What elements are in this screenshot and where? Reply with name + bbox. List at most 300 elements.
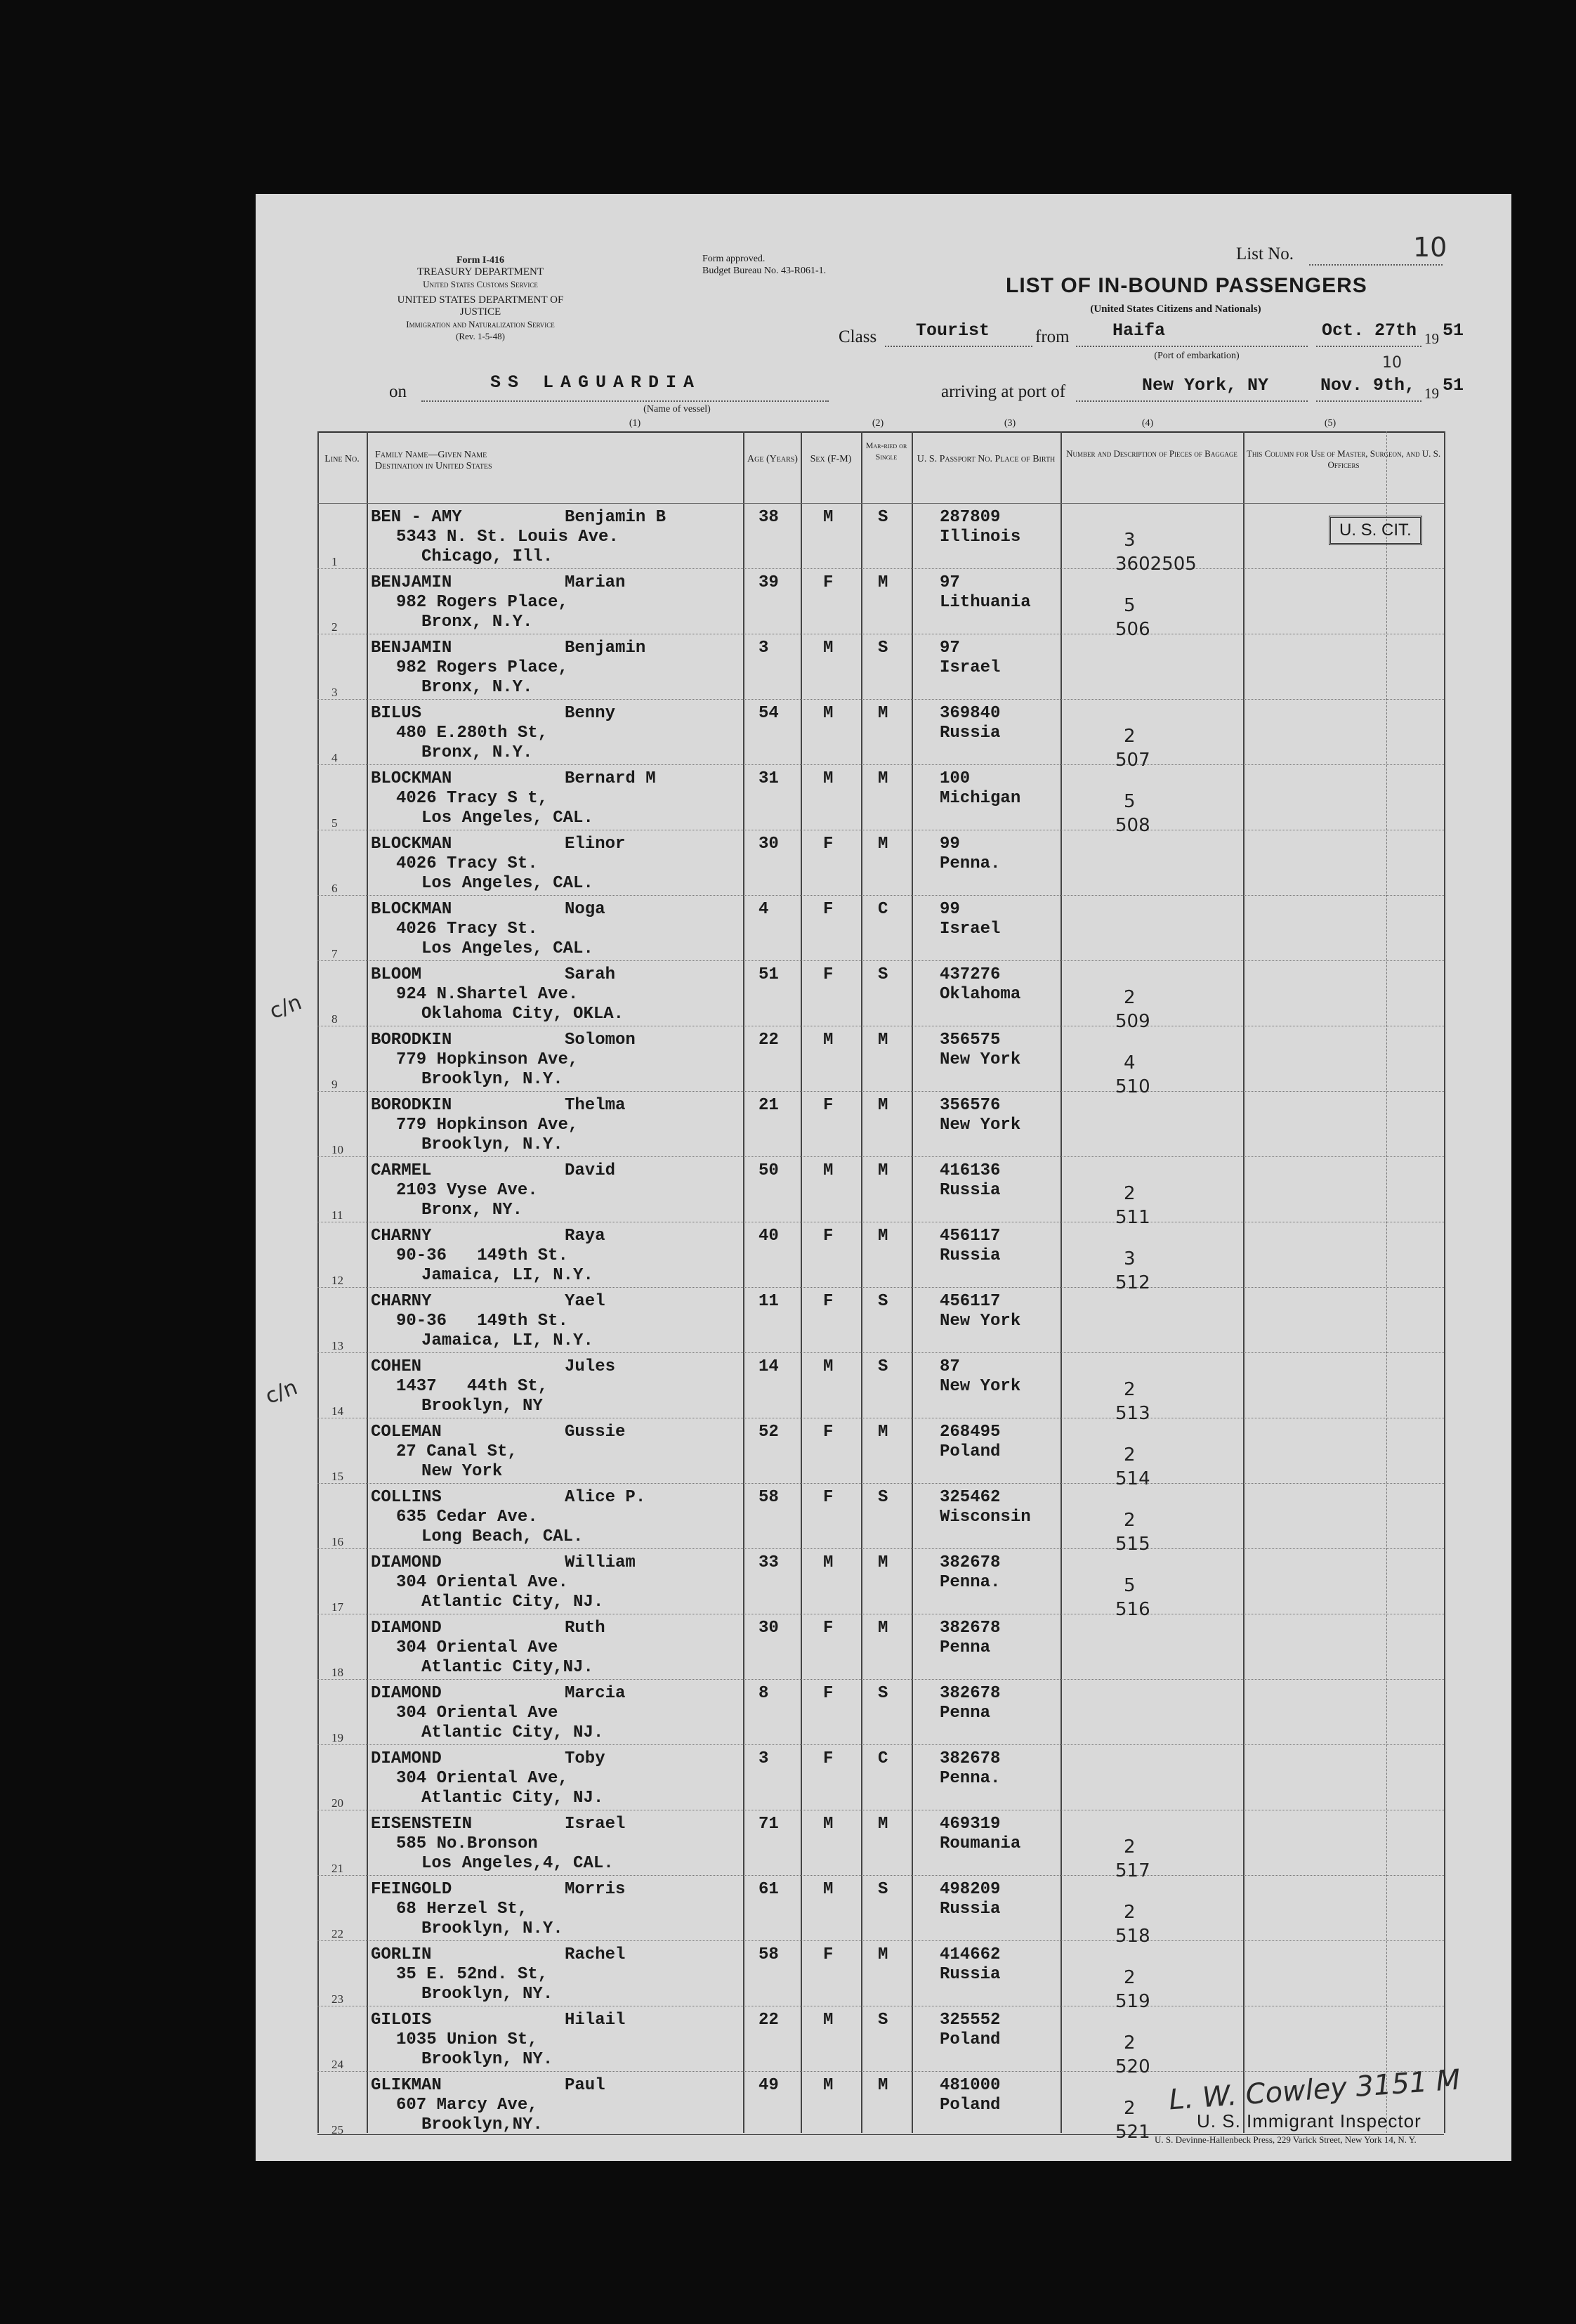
row-rule [317,1483,1444,1484]
place-of-birth: Penna. [940,1573,1001,1592]
place-of-birth: New York [940,1116,1021,1135]
from-value: Haifa [1112,320,1166,341]
passenger-address-city: Brooklyn, NY. [421,2050,553,2069]
passenger-sex: M [823,1815,834,1834]
embark-year-prefix: 19 [1424,330,1439,347]
col-rule [317,431,319,2133]
place-of-birth: New York [940,1377,1021,1396]
place-of-birth: Penna [940,1638,991,1657]
baggage-check-number: 3602505 [1115,554,1197,575]
passenger-age: 71 [759,1815,779,1834]
margin-mark-cn: c/n [266,990,306,1024]
baggage-count: 2 [1124,1444,1136,1465]
place-of-birth: Illinois [940,528,1021,547]
row-line-number: 23 [331,1992,343,2006]
embark-date: Oct. 27th [1322,320,1417,341]
passenger-marital-status: S [878,1292,888,1311]
place-of-birth: Roumania [940,1834,1021,1853]
row-rule [317,1679,1444,1680]
baggage-count: 2 [1124,987,1136,1008]
passenger-address-city: Bronx, N.Y. [421,743,533,762]
row-line-number: 10 [331,1143,343,1156]
row-line-number: 3 [331,686,338,699]
class-label: Class [839,327,877,346]
class-value: Tourist [916,320,990,341]
row-line-number: 9 [331,1078,338,1091]
baggage-count: 2 [1124,2098,1136,2119]
col-number-3: (3) [1004,418,1016,429]
passenger-sex: M [823,639,834,658]
passenger-address-city: Bronx, N.Y. [421,678,533,697]
customs-service: United States Customs Service [423,279,538,289]
passenger-address-street: 90-36 149th St. [396,1312,568,1331]
passenger-given-name: Ruth [565,1619,605,1638]
passenger-marital-status: S [878,2011,888,2030]
passenger-address-street: 924 N.Shartel Ave. [396,985,579,1004]
passenger-address-street: 4026 Tracy St. [396,854,538,873]
passenger-family-name: BEN - AMY [371,508,462,527]
passenger-address-street: 982 Rogers Place, [396,658,568,677]
passenger-age: 50 [759,1161,779,1180]
place-of-birth: New York [940,1050,1021,1069]
passport-number: 268495 [940,1423,1001,1442]
passenger-sex: M [823,769,834,788]
row-rule [317,2071,1444,2072]
passenger-family-name: DIAMOND [371,1749,442,1768]
passenger-given-name: Morris [565,1880,626,1899]
baggage-check-number: 506 [1115,619,1150,640]
baggage-check-number: 518 [1115,1926,1150,1947]
baggage-check-number: 512 [1115,1272,1150,1293]
form-revision: (Rev. 1-5-48) [456,331,505,341]
passenger-address-street: 779 Hopkinson Ave, [396,1116,579,1135]
row-line-number: 5 [331,816,338,830]
passenger-age: 22 [759,1031,779,1050]
passport-number: 99 [940,835,960,854]
row-rule [317,1287,1444,1288]
baggage-count: 5 [1124,595,1136,616]
passenger-given-name: Israel [565,1815,626,1834]
row-line-number: 4 [331,751,338,764]
passenger-address-street: 27 Canal St, [396,1442,518,1461]
passenger-family-name: BLOCKMAN [371,900,452,919]
passenger-address-street: 304 Oriental Ave, [396,1769,568,1788]
passenger-given-name: David [565,1161,616,1180]
row-line-number: 6 [331,882,338,895]
place-of-birth: Israel [940,658,1001,677]
passenger-age: 40 [759,1227,779,1246]
baggage-count: 4 [1124,1052,1136,1073]
col-header-married: Mar-ried or Single [865,440,907,462]
row-rule [317,960,1444,961]
row-rule [317,568,1444,569]
place-of-birth: Michigan [940,789,1021,808]
passenger-marital-status: M [878,1161,888,1180]
col-header-name: Family Name—Given Name Destination in United States [375,450,492,471]
passport-number: 456117 [940,1227,1001,1246]
row-rule [317,1744,1444,1745]
passenger-address-city: Brooklyn, NY. [421,1985,553,2004]
passenger-given-name: Alice P. [565,1488,646,1507]
passenger-sex: M [823,508,834,527]
passport-number: 87 [940,1357,960,1376]
col-rule [861,431,862,2133]
passenger-sex: F [823,573,834,592]
baggage-check-number: 519 [1115,1991,1150,2012]
row-line-number: 22 [331,1927,343,1940]
passenger-marital-status: M [878,2076,888,2095]
passport-number: 414662 [940,1945,1001,1964]
passenger-address-street: 635 Cedar Ave. [396,1508,538,1527]
passenger-age: 52 [759,1423,779,1442]
baggage-check-number: 507 [1115,750,1150,771]
passenger-address-street: 304 Oriental Ave [396,1704,558,1723]
col-rule [912,431,913,2133]
passport-number: 287809 [940,508,1001,527]
passenger-address-city: Jamaica, LI, N.Y. [421,1266,593,1285]
passenger-address-city: Brooklyn, N.Y. [421,1135,563,1154]
place-of-birth: Russia [940,1900,1001,1919]
passenger-given-name: Benny [565,704,616,723]
passenger-sex: M [823,1031,834,1050]
passenger-family-name: DIAMOND [371,1684,442,1703]
passenger-sex: M [823,1880,834,1899]
embark-date-line [1316,346,1421,347]
passenger-sex: F [823,835,834,854]
passenger-address-city: Atlantic City,NJ. [421,1658,593,1677]
passenger-marital-status: M [878,573,888,592]
passenger-marital-status: S [878,1684,888,1703]
passenger-address-city: Atlantic City, NJ. [421,1789,604,1808]
passenger-address-street: 35 E. 52nd. St, [396,1965,549,1984]
handwritten-date-mark: 10 [1382,354,1402,372]
baggage-count: 2 [1124,1379,1136,1400]
passenger-address-city: Los Angeles, CAL. [421,874,593,893]
passenger-family-name: CHARNY [371,1227,432,1246]
passenger-age: 61 [759,1880,779,1899]
baggage-check-number: 511 [1115,1207,1150,1228]
passenger-marital-status: M [878,1815,888,1834]
passenger-address-street: 304 Oriental Ave [396,1638,558,1657]
passenger-family-name: CARMEL [371,1161,432,1180]
row-rule [317,1875,1444,1876]
passenger-sex: F [823,1945,834,1964]
inspector-title: U. S. Immigrant Inspector [1197,2110,1421,2132]
form-agency-block [382,254,579,342]
passenger-sex: F [823,1096,834,1115]
passenger-age: 3 [759,639,769,658]
passenger-sex: F [823,1749,834,1768]
passenger-address-city: Jamaica, LI, N.Y. [421,1331,593,1350]
header-rule [317,503,1444,504]
place-of-birth: Russia [940,1246,1001,1265]
col-number-5: (5) [1324,418,1337,429]
row-rule [317,699,1444,700]
row-line-number: 17 [331,1600,343,1614]
passenger-marital-status: S [878,508,888,527]
arrival-date: Nov. 9th, [1320,375,1416,396]
passenger-given-name: Raya [565,1227,605,1246]
passport-number: 325462 [940,1488,1001,1507]
baggage-check-number: 510 [1115,1076,1150,1097]
passenger-sex: M [823,1553,834,1572]
passport-number: 382678 [940,1749,1001,1768]
class-line [885,346,1032,347]
place-of-birth: Penna [940,1704,991,1723]
passenger-family-name: DIAMOND [371,1553,442,1572]
col-rule [1060,431,1062,2133]
row-line-number: 19 [331,1731,343,1744]
passenger-age: 58 [759,1488,779,1507]
col-header-age: Age (Years) [747,454,798,464]
treasury-dept: TREASURY DEPARTMENT [416,266,544,278]
passenger-sex: F [823,900,834,919]
row-line-number: 24 [331,2058,343,2071]
passport-number: 382678 [940,1553,1001,1572]
row-line-number: 18 [331,1666,343,1679]
place-of-birth: New York [940,1312,1021,1331]
col-number-1: (1) [629,418,641,429]
place-of-birth: Israel [940,920,1001,939]
baggage-check-number: 520 [1115,2056,1150,2077]
arrival-year-prefix: 19 [1424,385,1439,402]
passenger-age: 11 [759,1292,779,1311]
passenger-given-name: Toby [565,1749,605,1768]
col-rule [367,431,368,2133]
row-line-number: 8 [331,1012,338,1026]
place-of-birth: Poland [940,2096,1001,2115]
passenger-address-city: Atlantic City, NJ. [421,1593,604,1612]
passenger-age: 30 [759,1619,779,1638]
passenger-sex: F [823,1423,834,1442]
passenger-given-name: Gussie [565,1423,626,1442]
baggage-count: 2 [1124,1902,1136,1923]
col-rule [1444,431,1445,2133]
passenger-family-name: GILOIS [371,2011,432,2030]
form-number: Form I-416 [456,255,505,266]
baggage-count: 2 [1124,2032,1136,2054]
passenger-given-name: Benjamin B [565,508,666,527]
passenger-family-name: COLLINS [371,1488,442,1507]
row-line-number: 15 [331,1470,343,1483]
place-of-birth: Russia [940,1965,1001,1984]
justice-dept: UNITED STATES DEPARTMENT OF JUSTICE [397,294,564,318]
place-of-birth: Poland [940,2030,1001,2049]
passenger-family-name: CHARNY [371,1292,432,1311]
passport-number: 382678 [940,1619,1001,1638]
row-line-number: 12 [331,1274,343,1287]
passenger-age: 8 [759,1684,769,1703]
passenger-given-name: Marian [565,573,626,592]
passenger-marital-status: M [878,835,888,854]
passenger-given-name: Bernard M [565,769,656,788]
passenger-age: 54 [759,704,779,723]
passenger-address-city: Bronx, N.Y. [421,613,533,632]
list-title: LIST OF IN-BOUND PASSENGERS [1006,274,1367,297]
passenger-age: 4 [759,900,769,919]
row-line-number: 25 [331,2123,343,2136]
baggage-check-number: 517 [1115,1860,1150,1881]
baggage-count: 2 [1124,1967,1136,1988]
passenger-marital-status: S [878,639,888,658]
place-of-birth: Penna. [940,1769,1001,1788]
row-line-number: 14 [331,1404,343,1418]
place-of-birth: Wisconsin [940,1508,1031,1527]
col-header-baggage: Number and Description of Pieces of Baggage [1066,448,1237,459]
baggage-count: 2 [1124,1510,1136,1531]
row-rule [317,1548,1444,1549]
passenger-address-street: 68 Herzel St, [396,1900,528,1919]
passenger-address-street: 779 Hopkinson Ave, [396,1050,579,1069]
row-line-number: 20 [331,1796,343,1810]
passenger-family-name: BLOCKMAN [371,835,452,854]
passenger-address-city: Oklahoma City, OKLA. [421,1005,624,1024]
passport-number: 97 [940,639,960,658]
passport-number: 99 [940,900,960,919]
passenger-age: 31 [759,769,779,788]
passenger-given-name: Sarah [565,965,616,984]
place-of-birth: Russia [940,724,1001,743]
passenger-address-street: 1437 44th St, [396,1377,549,1396]
passenger-given-name: Elinor [565,835,626,854]
col-number-4: (4) [1141,418,1154,429]
budget-bureau: Budget Bureau No. 43-R061-1. [702,266,827,276]
passenger-given-name: Jules [565,1357,616,1376]
passenger-address-city: Brooklyn, N.Y. [421,1070,563,1089]
row-line-number: 7 [331,947,338,960]
vessel-line [421,400,829,402]
passenger-family-name: FEINGOLD [371,1880,452,1899]
passenger-given-name: Hilail [565,2011,626,2030]
passenger-given-name: Benjamin [565,639,646,658]
passenger-marital-status: M [878,1945,888,1964]
passenger-address-street: 585 No.Bronson [396,1834,538,1853]
passport-number: 356575 [940,1031,1001,1050]
passenger-address-street: 982 Rogers Place, [396,593,568,612]
from-line [1076,346,1308,347]
col-number-2: (2) [872,418,884,429]
passenger-family-name: BILUS [371,704,422,723]
passenger-sex: F [823,1292,834,1311]
passenger-address-street: 4026 Tracy S t, [396,789,549,808]
passenger-sex: F [823,1619,834,1638]
col-header-passport: U. S. Passport No. Place of Birth [917,454,1056,464]
arriving-label: arriving at port of [941,382,1066,401]
passport-number: 481000 [940,2076,1001,2095]
passport-number: 97 [940,573,960,592]
form-approved: Form approved. [702,254,766,264]
place-of-birth: Lithuania [940,593,1031,612]
passport-number: 469319 [940,1815,1001,1834]
baggage-check-number: 515 [1115,1534,1150,1555]
us-citizen-stamp: U. S. CIT. [1329,516,1422,545]
row-line-number: 2 [331,620,338,634]
passenger-family-name: BLOOM [371,965,422,984]
passenger-address-street: 480 E.280th St, [396,724,549,743]
passenger-marital-status: C [878,1749,888,1768]
row-rule [317,1352,1444,1353]
passenger-age: 22 [759,2011,779,2030]
passenger-marital-status: S [878,965,888,984]
col-header-sex: Sex (F-M) [810,454,852,464]
row-rule [317,1940,1444,1941]
passenger-sex: M [823,1161,834,1180]
passenger-family-name: BORODKIN [371,1031,452,1050]
passenger-address-city: Brooklyn,NY. [421,2115,543,2134]
col-rule [1243,431,1245,2133]
passenger-family-name: COHEN [371,1357,422,1376]
col-header-line: Line No. [324,454,360,464]
passport-number: 456117 [940,1292,1001,1311]
from-label: from [1035,327,1070,346]
passenger-age: 38 [759,508,779,527]
passenger-age: 33 [759,1553,779,1572]
passenger-marital-status: M [878,1096,888,1115]
passenger-family-name: BLOCKMAN [371,769,452,788]
passenger-family-name: COLEMAN [371,1423,442,1442]
list-no-value: 10 [1413,232,1447,263]
inspector-signature: L. W. Cowley 3151 M [1167,2063,1462,2117]
passenger-age: 14 [759,1357,779,1376]
baggage-count: 2 [1124,1183,1136,1204]
passenger-marital-status: S [878,1488,888,1507]
passenger-marital-status: S [878,1357,888,1376]
baggage-check-number: 516 [1115,1599,1150,1620]
passenger-address-city: Los Angeles, CAL. [421,809,593,828]
passenger-marital-status: M [878,1619,888,1638]
arrival-port-line [1076,400,1308,402]
passenger-marital-status: M [878,1423,888,1442]
passenger-address-city: Long Beach, CAL. [421,1527,584,1546]
list-no-line [1309,264,1443,266]
place-of-birth: Penna. [940,854,1001,873]
place-of-birth: Oklahoma [940,985,1021,1004]
passenger-address-street: 2103 Vyse Ave. [396,1181,538,1200]
port-embark-caption: (Port of embarkation) [1154,351,1240,361]
arrival-port: New York, NY [1142,375,1269,396]
passenger-marital-status: M [878,1227,888,1246]
passport-number: 382678 [940,1684,1001,1703]
passenger-given-name: Marcia [565,1684,626,1703]
passenger-sex: F [823,1227,834,1246]
passenger-address-street: 90-36 149th St. [396,1246,568,1265]
row-rule [317,895,1444,896]
printer-imprint: U. S. Devinne-Hallenbeck Press, 229 Varick Street, New York 14, N. Y. [1155,2134,1417,2145]
passenger-address-city: Chicago, Ill. [421,547,553,566]
row-line-number: 21 [331,1862,343,1875]
passenger-given-name: Thelma [565,1096,626,1115]
passenger-age: 51 [759,965,779,984]
row-line-number: 11 [331,1208,343,1222]
passenger-address-city: New York [421,1462,503,1481]
place-of-birth: Russia [940,1181,1001,1200]
passport-number: 437276 [940,965,1001,984]
baggage-count: 2 [1124,1836,1136,1858]
passenger-sex: M [823,2076,834,2095]
baggage-count: 5 [1124,1575,1136,1596]
passport-number: 416136 [940,1161,1001,1180]
passenger-address-city: Brooklyn, N.Y. [421,1919,563,1938]
passenger-given-name: William [565,1553,636,1572]
vessel-caption: (Name of vessel) [643,404,711,414]
passenger-given-name: Paul [565,2076,605,2095]
passenger-family-name: BENJAMIN [371,639,452,658]
passenger-sex: F [823,965,834,984]
passport-number: 356576 [940,1096,1001,1115]
passenger-age: 58 [759,1945,779,1964]
baggage-check-number: 508 [1115,815,1150,836]
passenger-family-name: GORLIN [371,1945,432,1964]
